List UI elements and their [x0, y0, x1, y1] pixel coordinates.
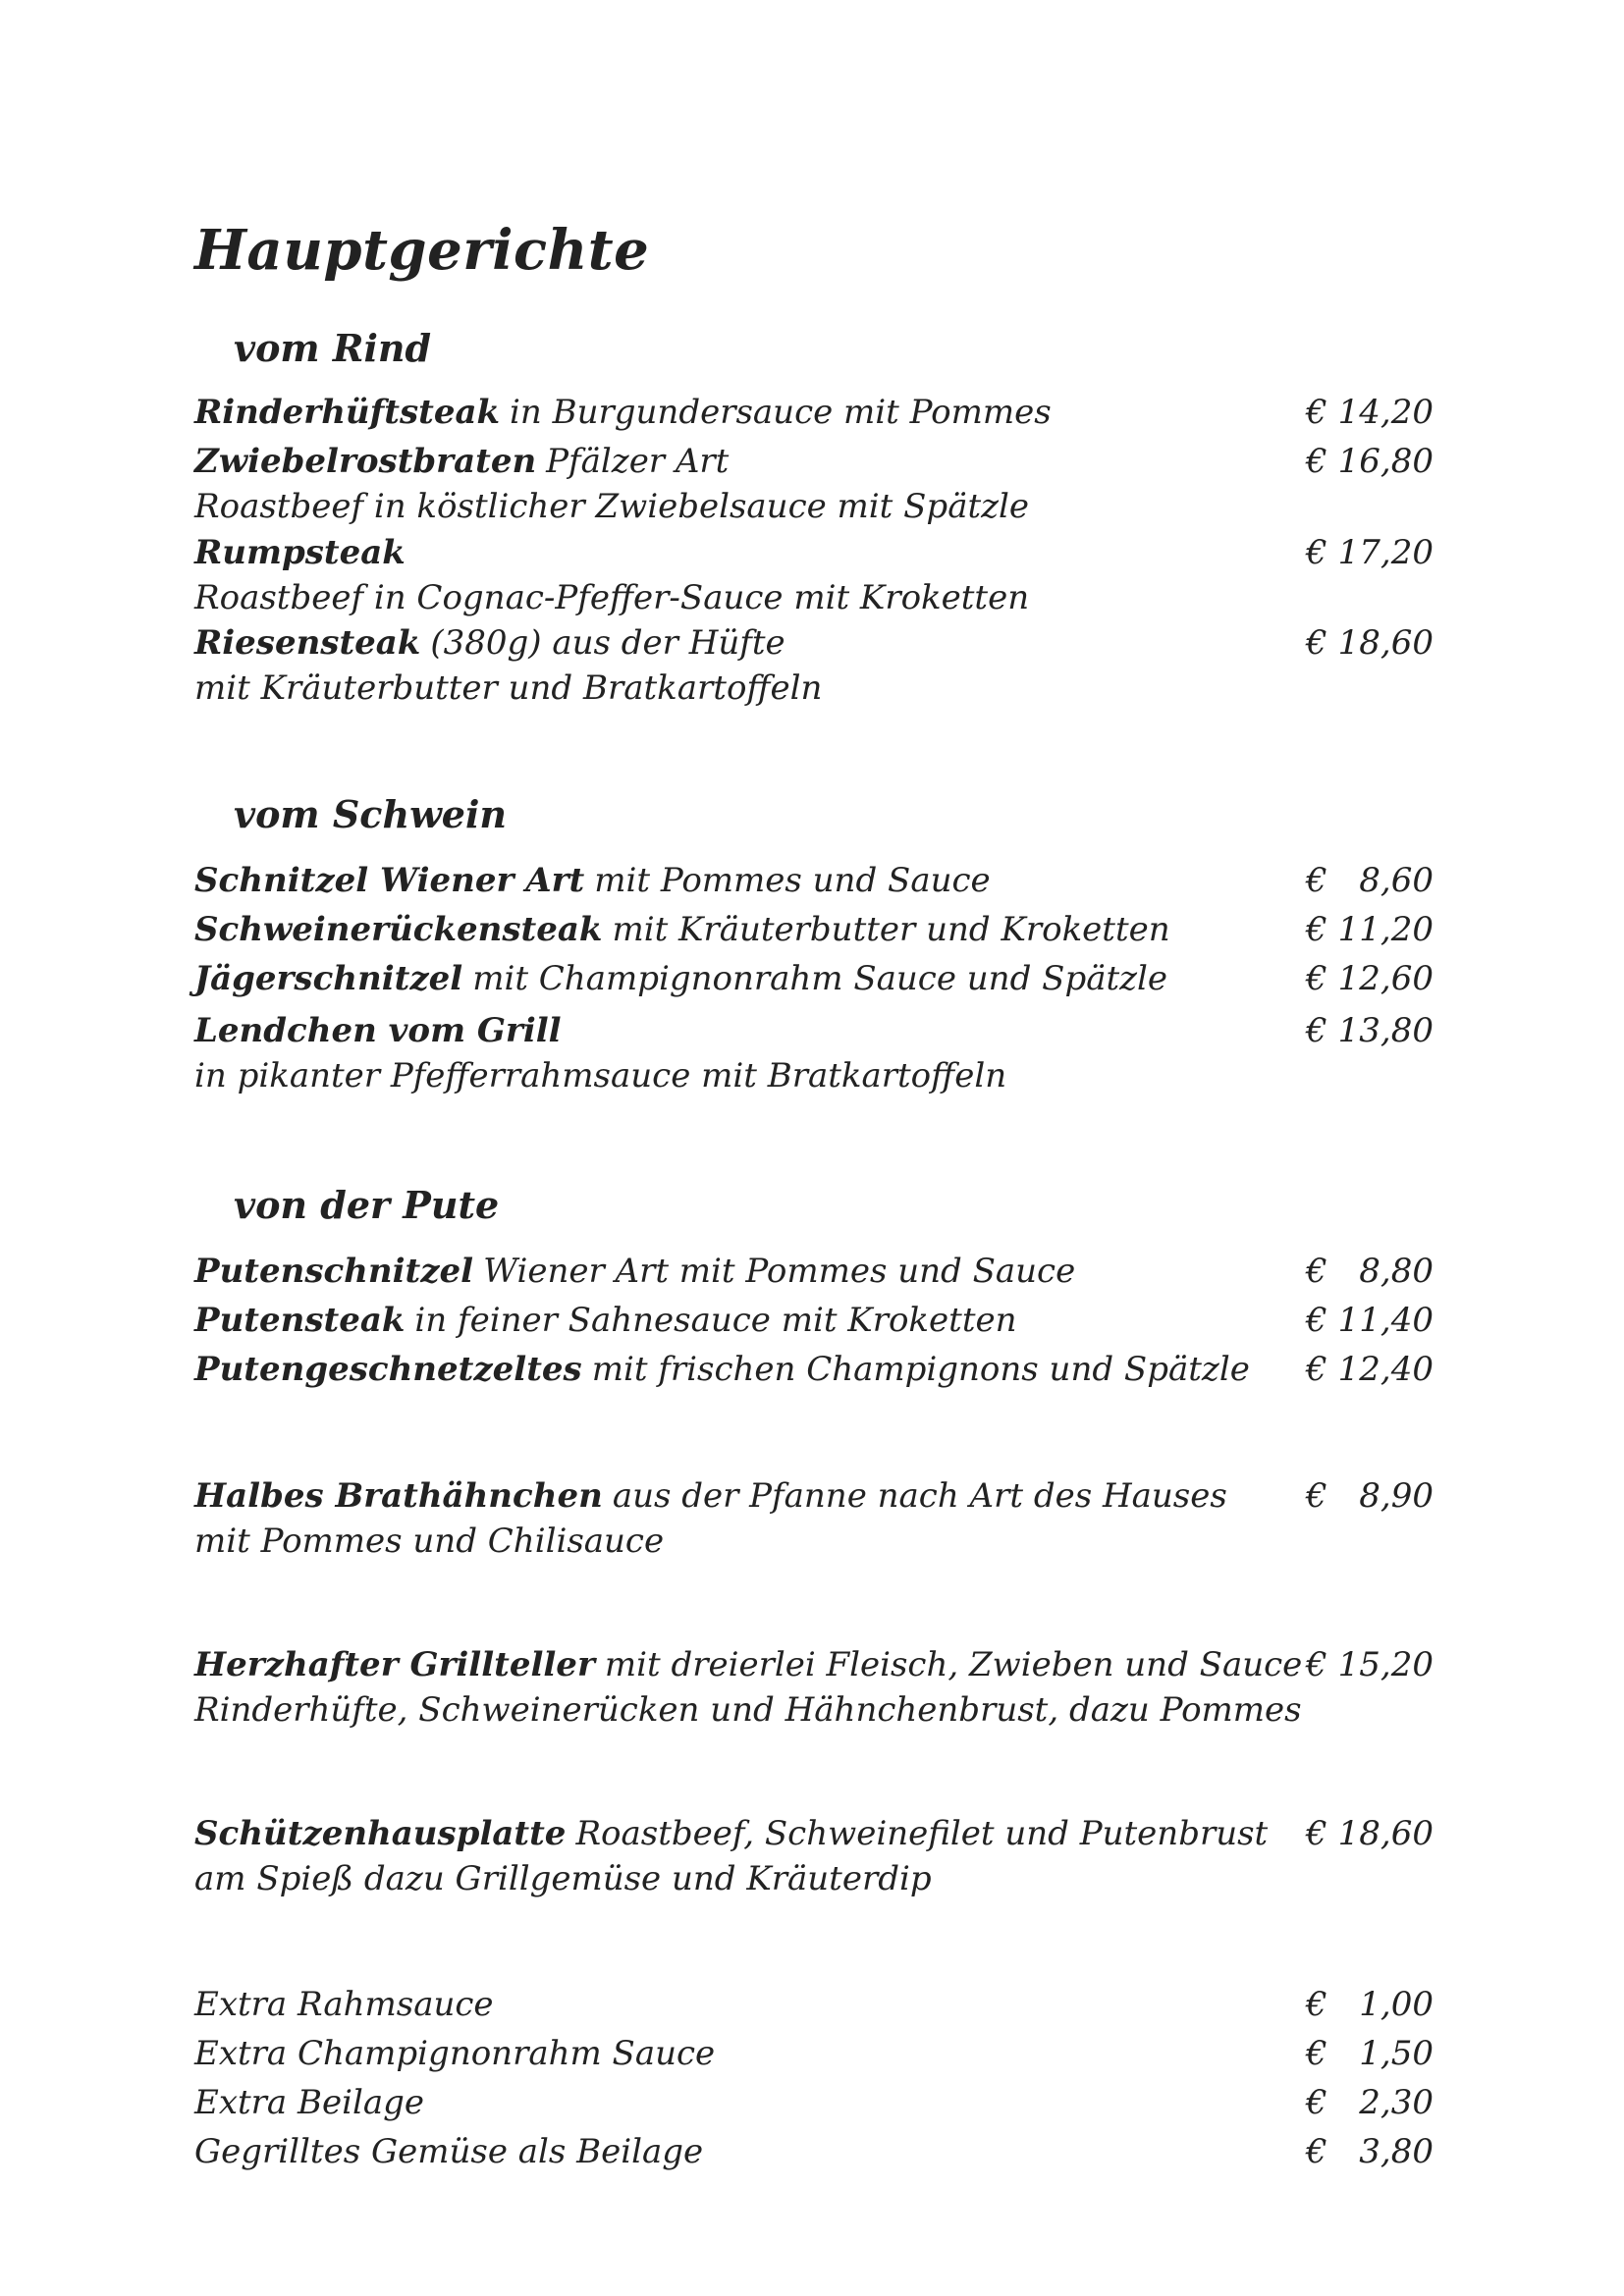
section-title-rind: vom Rind — [234, 326, 432, 370]
item-price — [1306, 1985, 1434, 2024]
item-price — [1306, 1301, 1434, 1340]
item-description: (380g) aus der Hüfte — [430, 623, 785, 663]
price-amount: 11,20 — [1337, 910, 1434, 949]
item-description: mit Kräuterbutter und Kroketten — [612, 910, 1170, 949]
item-price — [1306, 1252, 1434, 1291]
euro-sign: € — [1306, 393, 1327, 432]
euro-sign: € — [1306, 1985, 1327, 2024]
item-name: Herzhafter Grillteller — [194, 1645, 595, 1684]
price-amount: 3,80 — [1359, 2132, 1434, 2171]
page-title: Hauptgerichte — [194, 218, 650, 283]
euro-sign: € — [1306, 1814, 1327, 1853]
extra-item — [194, 2132, 1434, 2177]
item-description: mit frischen Champignons und Spätzle — [591, 1350, 1250, 1389]
price-amount: 18,60 — [1337, 1814, 1434, 1853]
item-price — [1306, 623, 1434, 663]
euro-sign: € — [1306, 1301, 1327, 1340]
item-name: Riesensteak — [194, 623, 421, 663]
euro-sign: € — [1306, 1350, 1327, 1389]
price-amount: 14,20 — [1337, 393, 1434, 432]
menu-item — [194, 1645, 1434, 1732]
item-description: Roastbeef, Schweinefilet und Putenbrust — [575, 1814, 1269, 1853]
item-price — [1306, 1645, 1434, 1684]
price-amount: 13,80 — [1337, 1011, 1434, 1050]
item-description: in Burgundersauce mit Pommes — [510, 393, 1052, 432]
item-description: mit Pommes und Sauce — [594, 861, 991, 900]
euro-sign: € — [1306, 1252, 1327, 1291]
item-price — [1306, 910, 1434, 949]
euro-sign: € — [1306, 533, 1327, 572]
price-amount: 8,90 — [1359, 1476, 1434, 1516]
menu-item — [194, 1252, 1434, 1297]
menu-item — [194, 1011, 1434, 1097]
euro-sign: € — [1306, 2083, 1327, 2122]
price-amount: 8,80 — [1359, 1252, 1434, 1291]
extra-name: Extra Champignonrahm Sauce — [194, 2034, 716, 2073]
item-name: Lendchen vom Grill — [194, 1011, 562, 1050]
item-description: aus der Pfanne nach Art des Hauses — [612, 1476, 1227, 1516]
price-amount: 15,20 — [1337, 1645, 1434, 1684]
menu-item — [194, 959, 1434, 1004]
extra-item — [194, 2083, 1434, 2128]
item-description: in feiner Sahnesauce mit Kroketten — [414, 1301, 1017, 1340]
item-name: Schützenhausplatte — [194, 1814, 567, 1853]
item-price — [1306, 1476, 1434, 1516]
price-amount: 16,80 — [1337, 442, 1434, 481]
price-amount: 12,40 — [1337, 1350, 1434, 1389]
item-name: Putengeschnetzeltes — [194, 1350, 582, 1389]
euro-sign: € — [1306, 2034, 1327, 2073]
euro-sign: € — [1306, 1011, 1327, 1050]
item-description: mit dreierlei Fleisch, Zwieben und Sauce — [604, 1645, 1303, 1684]
item-description: mit Champignonrahm Sauce und Spätzle — [472, 959, 1168, 998]
menu-item — [194, 1301, 1434, 1346]
extra-name: Extra Rahmsauce — [194, 1985, 494, 2024]
item-name: Jägerschnitzel — [194, 959, 463, 998]
item-subline: am Spieß dazu Grillgemüse und Kräuterdip — [194, 1859, 932, 1898]
price-amount: 2,30 — [1359, 2083, 1434, 2122]
euro-sign: € — [1306, 1645, 1327, 1684]
item-name: Schnitzel Wiener Art — [194, 861, 585, 900]
item-name: Schweinerückensteak — [194, 910, 603, 949]
menu-item — [194, 1814, 1434, 1900]
item-subline: Rinderhüfte, Schweinerücken und Hähnchenbrust, dazu Pommes — [194, 1690, 1302, 1730]
item-description: Pfälzer Art — [546, 442, 730, 481]
item-price — [1306, 442, 1434, 481]
price-amount: 11,40 — [1337, 1301, 1434, 1340]
item-price — [1306, 959, 1434, 998]
item-name: Rumpsteak — [194, 533, 406, 572]
price-amount: 1,50 — [1359, 2034, 1434, 2073]
euro-sign: € — [1306, 959, 1327, 998]
menu-item — [194, 393, 1434, 438]
price-amount: 12,60 — [1337, 959, 1434, 998]
menu-item — [194, 442, 1434, 528]
item-price — [1306, 1011, 1434, 1050]
menu-item — [194, 1350, 1434, 1395]
menu-item — [194, 861, 1434, 906]
euro-sign: € — [1306, 2132, 1327, 2171]
section-title-schwein: vom Schwein — [234, 792, 508, 836]
item-price — [1306, 1350, 1434, 1389]
price-amount: 8,60 — [1359, 861, 1434, 900]
menu-item — [194, 623, 1434, 710]
menu-item — [194, 1476, 1434, 1563]
price-amount: 17,20 — [1337, 533, 1434, 572]
item-price — [1306, 393, 1434, 432]
menu-item — [194, 910, 1434, 955]
item-name: Halbes Brathähnchen — [194, 1476, 603, 1516]
item-name: Putensteak — [194, 1301, 406, 1340]
item-name: Rinderhüftsteak — [194, 393, 501, 432]
item-subline: Roastbeef in köstlicher Zwiebelsauce mit Spätzle — [194, 487, 1030, 526]
item-name: Putenschnitzel — [194, 1252, 474, 1291]
item-subline: mit Kräuterbutter und Bratkartoffeln — [194, 668, 823, 708]
item-price — [1306, 2083, 1434, 2122]
item-subline: in pikanter Pfefferrahmsauce mit Bratkartoffeln — [194, 1056, 1007, 1095]
euro-sign: € — [1306, 1476, 1327, 1516]
item-subline: Roastbeef in Cognac-Pfeffer-Sauce mit Kroketten — [194, 578, 1030, 617]
extra-name: Gegrilltes Gemüse als Beilage — [194, 2132, 704, 2171]
price-amount: 1,00 — [1359, 1985, 1434, 2024]
item-price — [1306, 2034, 1434, 2073]
euro-sign: € — [1306, 861, 1327, 900]
euro-sign: € — [1306, 910, 1327, 949]
euro-sign: € — [1306, 442, 1327, 481]
extra-item — [194, 2034, 1434, 2079]
menu-item — [194, 533, 1434, 619]
item-price — [1306, 861, 1434, 900]
item-price — [1306, 533, 1434, 572]
item-description: Wiener Art mit Pommes und Sauce — [483, 1252, 1076, 1291]
item-price — [1306, 1814, 1434, 1853]
euro-sign: € — [1306, 623, 1327, 663]
extra-item — [194, 1985, 1434, 2030]
section-title-pute: von der Pute — [234, 1183, 500, 1227]
price-amount: 18,60 — [1337, 623, 1434, 663]
item-price — [1306, 2132, 1434, 2171]
item-name: Zwiebelrostbraten — [194, 442, 537, 481]
extra-name: Extra Beilage — [194, 2083, 424, 2122]
item-subline: mit Pommes und Chilisauce — [194, 1522, 665, 1561]
